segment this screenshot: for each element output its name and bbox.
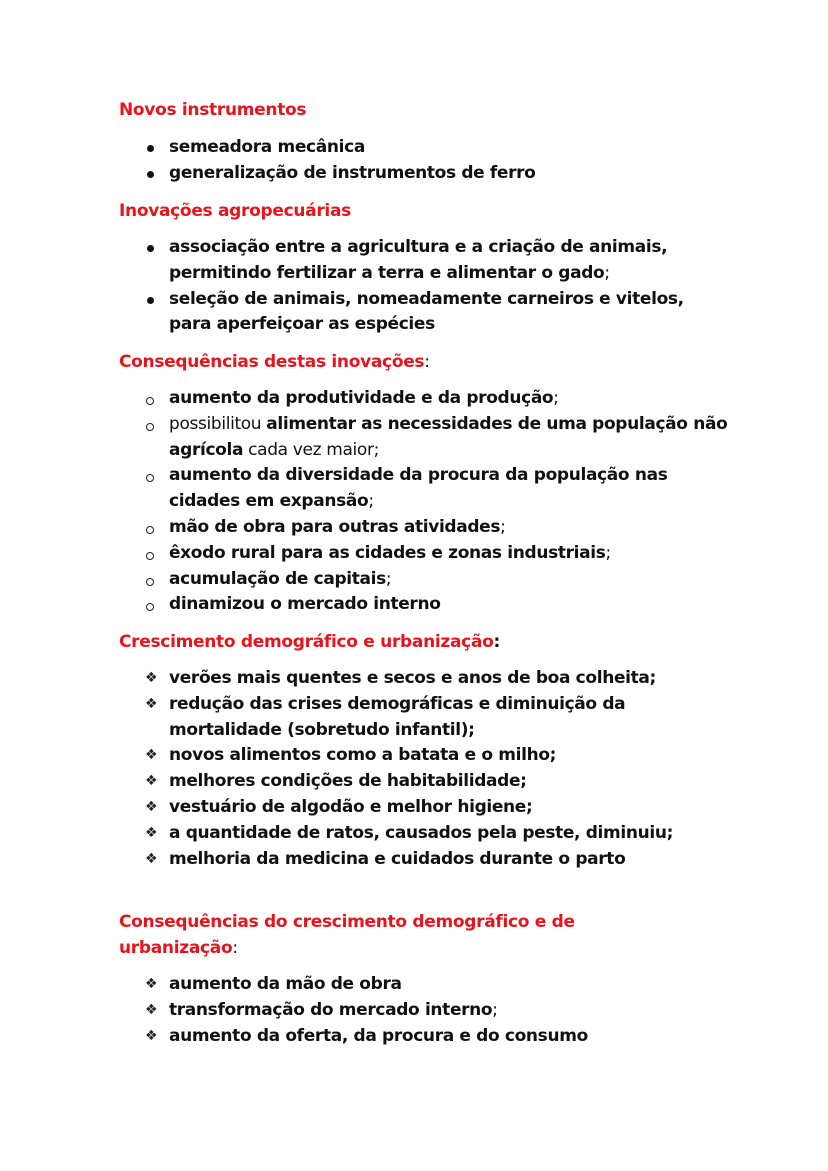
heading-text: Inovações agropecuárias: [119, 201, 351, 221]
item-text: novos alimentos como a batata e o milho;: [169, 745, 557, 766]
list-item: [145, 666, 729, 692]
item-text: semeadora mecânica: [169, 137, 365, 157]
diamond-bullet-icon: ❖: [145, 1027, 158, 1044]
item-text: mão de obra para outras atividades: [169, 516, 501, 537]
list-item: [145, 769, 729, 795]
heading-crescimento-demografico: [119, 629, 500, 655]
item-text: dinamizou o mercado interno: [169, 594, 441, 615]
item-text: aumento da diversidade da procura da população nas cidades em expansão: [169, 465, 668, 512]
list-item: [145, 821, 729, 847]
item-text: ;: [604, 262, 610, 283]
heading-colon: :: [493, 632, 500, 652]
heading-inovacoes-agropecuarias: [119, 198, 351, 224]
item-text: generalização de instrumentos de ferro: [169, 162, 536, 183]
list-item: [145, 692, 729, 744]
list-item: [145, 541, 729, 567]
heading-consequencias-inovacoes: [119, 349, 430, 375]
list-novos-instrumentos: [145, 135, 729, 187]
item-text: redução das crises demográficas e diminuição da mortalidade (sobretudo infantil);: [169, 693, 626, 740]
item-text: ;: [385, 568, 392, 589]
list-item: [145, 743, 729, 769]
heading-text: Novos instrumentos: [119, 100, 307, 120]
item-text: transformação do mercado interno: [169, 999, 493, 1020]
list-item: [145, 386, 729, 412]
list-item: [145, 412, 729, 464]
list-item: [145, 847, 729, 873]
list-inovacoes-agropecuarias: [145, 235, 729, 338]
item-text: cada vez maior;: [243, 439, 379, 460]
heading-colon: :: [424, 352, 430, 372]
item-text: seleção de animais, nomeadamente carneiros e vitelos, para aperfeiçoar as espécies: [169, 288, 684, 335]
heading-colon: :: [232, 938, 238, 958]
item-text: verões mais quentes e secos e anos de boa colheita;: [169, 668, 656, 688]
list-item: [145, 135, 729, 161]
heading-text: Consequências do crescimento demográfico e de urbanização: [119, 912, 575, 958]
list-item: [145, 998, 729, 1024]
heading-text: Consequências destas inovações: [119, 352, 425, 372]
item-text: ;: [500, 516, 506, 537]
diamond-bullet-icon: ❖: [145, 1001, 158, 1018]
item-text: aumento da produtividade e da produção: [169, 388, 554, 408]
diamond-bullet-icon: ❖: [145, 670, 158, 686]
heading-consequencias-crescimento: [119, 909, 639, 961]
item-text: associação entre a agricultura e a criação de animais, permitindo fertilizar a terra e alimentar o gado: [169, 237, 668, 283]
list-item: [145, 463, 729, 515]
list-item: [145, 567, 729, 593]
item-text: aumento da oferta, da procura e do consumo: [169, 1025, 588, 1046]
item-text: aumento da mão de obra: [169, 974, 402, 994]
list-item: [145, 235, 729, 287]
list-consequencias-inovacoes: [145, 386, 729, 618]
diamond-bullet-icon: ❖: [145, 798, 158, 815]
heading-novos-instrumentos: [119, 97, 306, 123]
item-text: vestuário de algodão e melhor higiene;: [169, 796, 533, 817]
heading-text: Crescimento demográfico e urbanização: [119, 632, 494, 652]
diamond-bullet-icon: ❖: [145, 976, 158, 992]
item-text: ;: [553, 388, 559, 408]
item-text: a quantidade de ratos, causados pela peste, diminuiu;: [169, 822, 674, 843]
diamond-bullet-icon: ❖: [145, 773, 158, 790]
item-text: acumulação de capitais: [169, 568, 386, 589]
list-crescimento-demografico: [145, 666, 729, 872]
item-text: ;: [492, 999, 498, 1020]
item-text: possibilitou: [169, 413, 267, 434]
item-text: melhores condições de habitabilidade;: [169, 771, 527, 792]
list-consequencias-crescimento: [145, 972, 729, 1049]
list-item: [145, 795, 729, 821]
diamond-bullet-icon: ❖: [145, 747, 158, 764]
list-item: [145, 592, 729, 618]
diamond-bullet-icon: ❖: [145, 824, 158, 841]
list-item: [145, 161, 729, 187]
diamond-bullet-icon: ❖: [145, 850, 158, 867]
diamond-bullet-icon: ❖: [145, 695, 158, 712]
item-text: êxodo rural para as cidades e zonas industriais: [169, 542, 606, 563]
list-item: [145, 972, 729, 998]
list-item: [145, 287, 729, 339]
item-text: ;: [368, 491, 374, 512]
list-item: [145, 1024, 729, 1050]
item-text: melhoria da medicina e cuidados durante o parto: [169, 848, 626, 869]
item-text: ;: [605, 542, 611, 563]
list-item: [145, 515, 729, 541]
item-text: alimentar as necessidades de uma população não agrícola: [169, 413, 728, 460]
